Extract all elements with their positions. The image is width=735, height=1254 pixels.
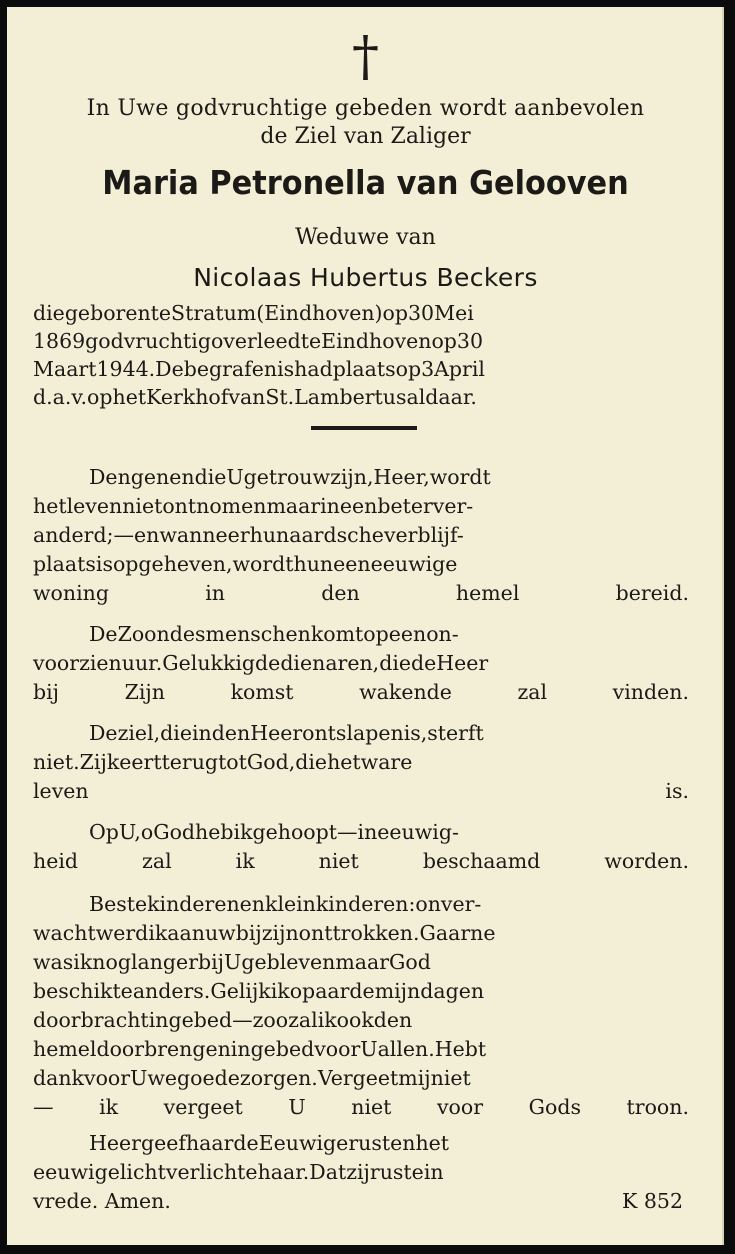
- prayer-paragraph-3: [33, 719, 689, 806]
- paragraph-line: leven is.: [33, 779, 689, 803]
- biography-line: Maart1944.Debegrafenishadplaatsop3April: [33, 357, 485, 381]
- paragraph-line: woning in den hemel bereid.: [33, 581, 689, 605]
- paragraph-line: heid zal ik niet beschaamd worden.: [33, 849, 689, 873]
- paragraph-line: voorzienuur.Gelukkigdedienaren,diedeHeer: [33, 651, 489, 675]
- paragraph-line: eeuwigelichtverlichtehaar.Datzijrustein: [33, 1160, 444, 1184]
- paragraph-line: DeZoondesmenschenkomtopeenon-: [89, 622, 459, 646]
- prayer-paragraph-4: [33, 818, 689, 876]
- paragraph-line: Bestekinderenenkleinkinderen:onver-: [89, 892, 482, 916]
- paragraph-line: HeergeefhaardeEeuwigerustenhet: [89, 1131, 450, 1155]
- widow-of-label: Weduwe van: [295, 225, 436, 250]
- closing-line: vrede. Amen.: [33, 1189, 171, 1213]
- paragraph-line: DengenendieUgetrouwzijn,Heer,wordt: [89, 465, 491, 489]
- prayer-paragraph-2: [33, 620, 689, 707]
- reference-code: K 852: [622, 1189, 683, 1213]
- paragraph-line: OpU,oGodhebikgehoopt—ineeuwig-: [89, 820, 459, 844]
- paragraph-line: dankvoorUwegoedezorgen.Vergeetmijniet: [33, 1066, 471, 1090]
- paragraph-line: doorbrachtingebed—zoozalikookden: [33, 1008, 413, 1032]
- prayer-paragraph-6: [33, 1129, 689, 1187]
- prayer-paragraph-1: [33, 463, 689, 608]
- paragraph-line: plaatsisopgeheven,wordthuneeneeuwige: [33, 552, 458, 576]
- paragraph-line: — ik vergeet U niet voor Gods troon.: [33, 1095, 689, 1119]
- biography-line: 1869godvruchtigoverleedteEindhovenop30: [33, 329, 484, 353]
- intro-line-1: In Uwe godvruchtige gebeden wordt aanbevolen: [86, 96, 645, 121]
- prayer-paragraph-5: [33, 890, 689, 1122]
- paragraph-line: wasiknoglangerbijUgeblevenmaarGod: [33, 950, 431, 974]
- paragraph-line: bij Zijn komst wakende zal vinden.: [33, 680, 689, 704]
- paragraph-line: Deziel,dieindenHeerontslapenis,sterft: [89, 721, 484, 745]
- paragraph-line: niet.ZijkeertterugtotGod,diehetware: [33, 750, 413, 774]
- biography-line: diegeborenteStratum(Eindhoven)op30Mei: [33, 301, 474, 325]
- memorial-card: [7, 7, 724, 1245]
- paragraph-line: hetlevennietontnomenmaarineenbeterver-: [33, 494, 474, 518]
- biography: [33, 299, 693, 411]
- cross-icon: †: [352, 25, 379, 88]
- paragraph-line: wachtwerdikaanuwbijzijnonttrokken.Gaarne: [33, 921, 496, 945]
- paragraph-line: beschikteanders.Gelijkikopaardemijndagen: [33, 979, 485, 1003]
- biography-line: d.a.v.ophetKerkhofvanSt.Lambertusaldaar.: [33, 385, 477, 409]
- paragraph-line: anderd;—enwanneerhunaardscheverblijf-: [33, 523, 464, 547]
- intro-line-2: de Ziel van Zaliger: [260, 124, 471, 149]
- husband-name: Nicolaas Hubertus Beckers: [193, 263, 538, 292]
- paragraph-line: hemeldoorbrengeningebedvoorUallen.Hebt: [33, 1037, 487, 1061]
- divider-rule: [311, 426, 417, 430]
- deceased-name: Maria Petronella van Gelooven: [102, 163, 629, 202]
